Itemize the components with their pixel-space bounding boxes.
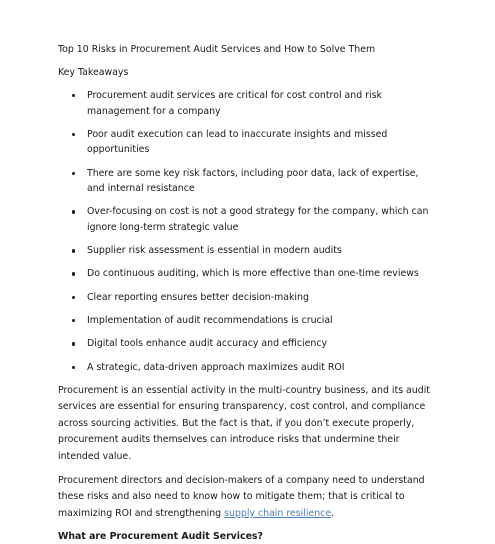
takeaway-item — [58, 360, 438, 376]
bullet-icon — [72, 210, 75, 213]
takeaway-text: Supplier risk assessment is essential in modern audits — [87, 245, 342, 257]
takeaways-list — [58, 88, 438, 375]
takeaway-text: Do continuous auditing, which is more effective than one-time reviews — [87, 268, 419, 280]
paragraph-end: . — [331, 507, 335, 519]
article-title: Top 10 Risks in Procurement Audit Services and How to Solve Them — [58, 44, 376, 55]
takeaway-item — [58, 336, 438, 352]
takeaway-text: Over-focusing on cost is not a good strategy for the company, which can ignore long-term strategic value — [87, 206, 429, 233]
bullet-icon — [72, 319, 75, 322]
takeaway-text: Clear reporting ensures better decision-making — [87, 291, 309, 303]
bullet-icon — [72, 342, 75, 345]
takeaway-item — [58, 313, 438, 329]
takeaway-item — [58, 290, 438, 306]
takeaway-text: Poor audit execution can lead to inaccurate insights and missed opportunities — [87, 128, 388, 156]
takeaways-heading: Key Takeaways — [58, 67, 129, 78]
section-heading: What are Procurement Audit Services? — [58, 531, 263, 543]
takeaway-text: Implementation of audit recommendations is crucial — [87, 315, 333, 327]
takeaway-item — [58, 243, 438, 259]
takeaway-item — [58, 166, 438, 197]
bullet-icon — [72, 172, 75, 175]
bullet-icon — [72, 249, 75, 252]
takeaway-item — [58, 88, 438, 119]
bullet-icon — [72, 272, 75, 275]
takeaway-item — [58, 127, 438, 158]
supply-chain-resilience-link[interactable]: supply chain resilience — [224, 507, 332, 519]
takeaway-item — [58, 266, 438, 282]
takeaway-item — [58, 204, 438, 235]
bullet-icon — [72, 366, 75, 369]
takeaway-text: A strategic, data-driven approach maximizes audit ROI — [87, 361, 345, 373]
bullet-icon — [72, 296, 75, 299]
bullet-icon — [72, 133, 75, 136]
mitigation-paragraph — [58, 473, 438, 522]
takeaway-text: Procurement audit services are critical for cost control and risk management for a company — [87, 90, 382, 117]
intro-paragraph: Procurement is an essential activity in the multi-country business, and its audit services are essential for ensuring transparency, cost control, and compliance across sourcing activities. But the fact is that, if you don’t execute properly, procurement audits themselves can introduce risks that undermine their intended value. — [58, 384, 430, 462]
article — [58, 43, 438, 544]
bullet-icon — [72, 94, 75, 97]
takeaway-text: There are some key risk factors, including poor data, lack of expertise, and internal resistance — [87, 167, 419, 195]
paragraph-text: Procurement directors and decision-makers of a company need to understand these risks and also need to know how to mitigate them; that is critical to maximizing ROI and strengthening — [58, 475, 425, 519]
takeaway-text: Digital tools enhance audit accuracy and efficiency — [87, 338, 328, 350]
